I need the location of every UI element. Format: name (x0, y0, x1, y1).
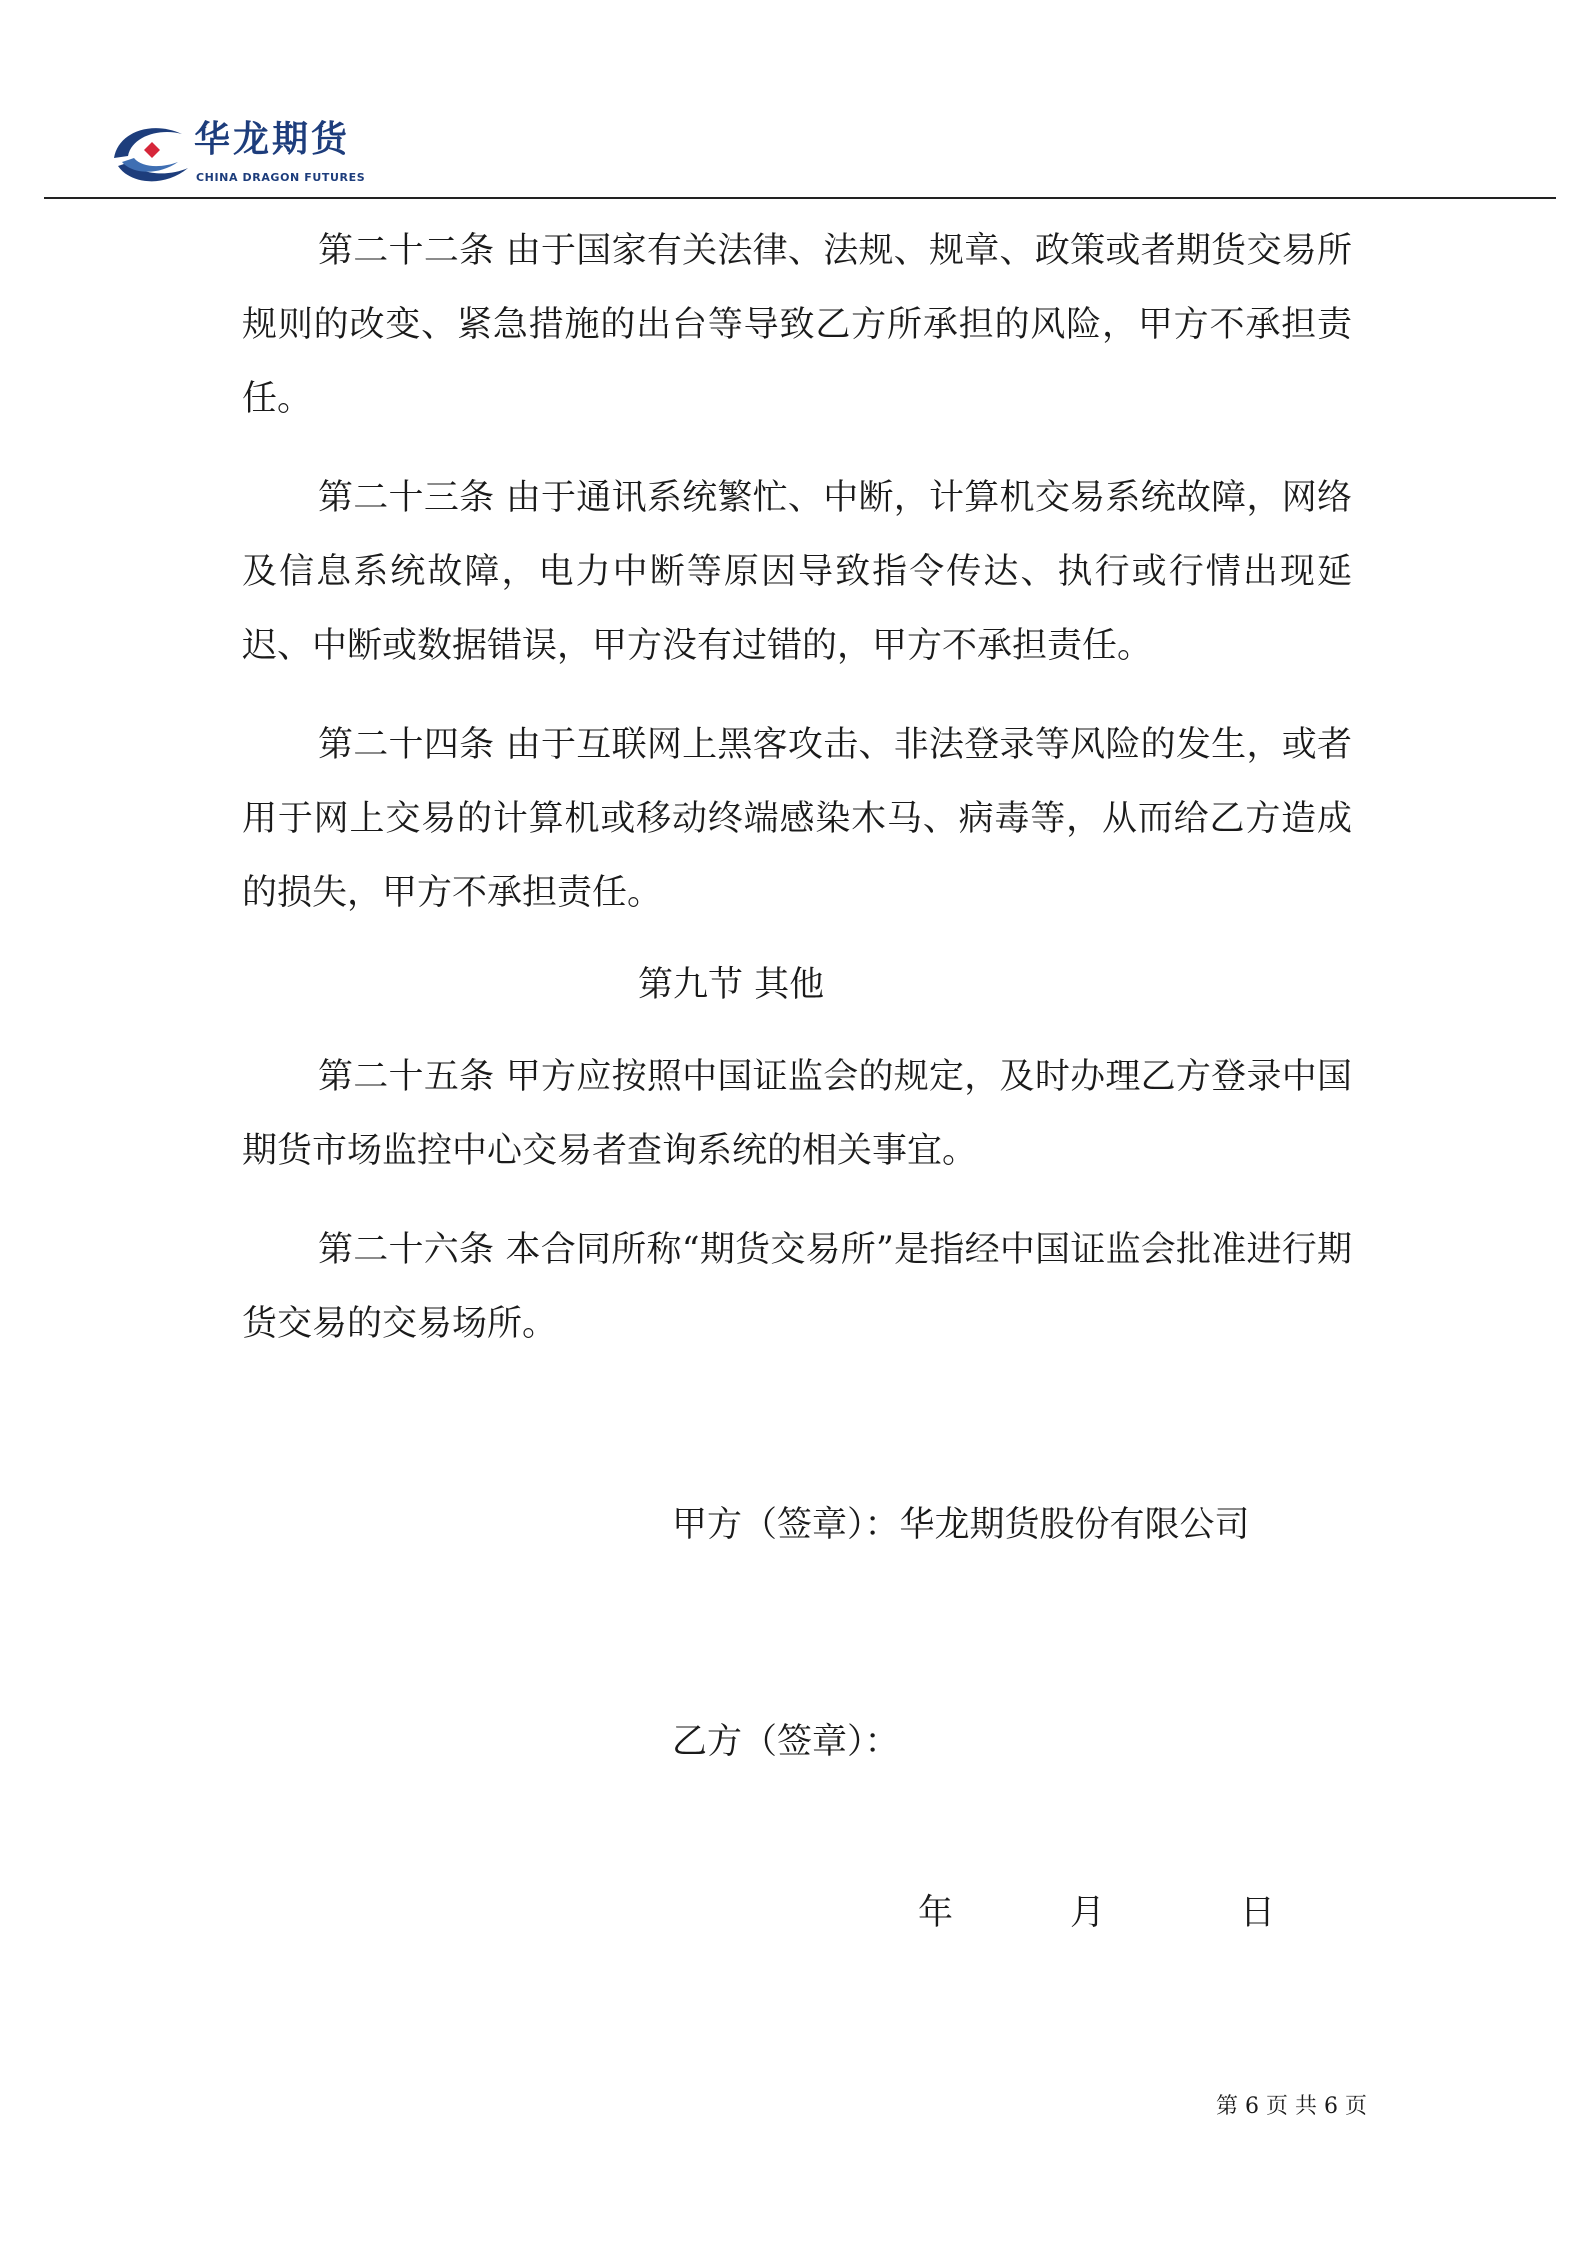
article-26: 第二十六条 本合同所称“期货交易所”是指经中国证监会批准进行期货交易的交易场所。 (242, 1230, 1352, 1344)
party-b-signature: 乙方（签章）： (672, 1722, 900, 1762)
article-25: 第二十五条 甲方应按照中国证监会的规定，及时办理乙方登录中国期货市场监控中心交易者查询系统的相关事宜。 (242, 1057, 1352, 1171)
brand-name-en: CHINA DRAGON FUTURES (196, 171, 366, 184)
date-year-label: 年 (918, 1893, 954, 1933)
page-number: 第 6 页 共 6 页 (1216, 2094, 1367, 2119)
page-header (0, 0, 1588, 200)
header-divider (44, 197, 1556, 199)
article-22: 第二十二条 由于国家有关法律、法规、规章、政策或者期货交易所规则的改变、紧急措施的出台等导致乙方所承担的风险，甲方不承担责任。 (242, 231, 1352, 419)
party-a-signature: 甲方（签章）：华龙期货股份有限公司 (672, 1505, 1250, 1545)
date-day-label: 日 (1240, 1893, 1276, 1933)
signing-date (0, 1888, 1588, 1938)
date-month-label: 月 (1070, 1893, 1106, 1933)
article-23: 第二十三条 由于通讯系统繁忙、中断，计算机交易系统故障，网络及信息系统故障，电力中断等原因导致指令传达、执行或行情出现延迟、中断或数据错误，甲方没有过错的，甲方不承担责任。 (242, 478, 1352, 666)
brand-name-cn: 华龙期货 (194, 119, 351, 160)
china-dragon-futures-logo-icon (108, 118, 194, 188)
section-title: 第九节 其他 (638, 965, 825, 1005)
article-24: 第二十四条 由于互联网上黑客攻击、非法登录等风险的发生，或者用于网上交易的计算机或移动终端感染木马、病毒等，从而给乙方造成的损失，甲方不承担责任。 (242, 725, 1352, 913)
contract-body (242, 214, 1352, 1361)
